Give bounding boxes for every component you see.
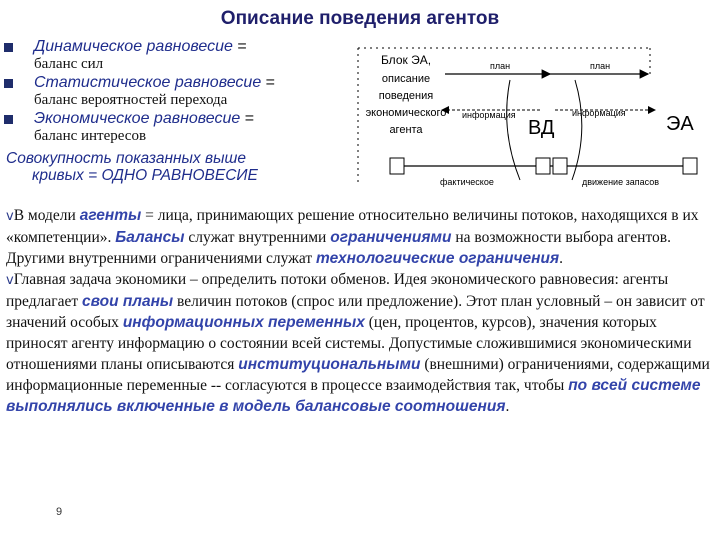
page-number: 9 xyxy=(56,506,63,518)
text-run: В модели xyxy=(13,207,80,224)
equals-sign: = xyxy=(261,74,276,91)
summary-line-1: Совокупность показанных выше xyxy=(6,150,246,167)
text-run: (цен, процентов, курсов), значения которых приносят агенту информацию о состоянии всей системы. Допустимые сложившимися экономическими отношениями планы описываются xyxy=(6,314,692,373)
text-run: = лица, принимающих решение относительно величины потоков, находящихся в их «компетенции». xyxy=(6,207,699,246)
highlight-term: свои планы xyxy=(82,293,174,310)
highlight-term: ограничениями xyxy=(330,229,452,246)
flow-node xyxy=(683,158,697,174)
text-run: (внешними) ограничениями, содержащими информационные переменные -- согласуются в процессе взаимодействия так, чтобы xyxy=(6,356,710,394)
checkmark-bullet-icon: v xyxy=(6,273,14,288)
definition-text: баланс сил xyxy=(34,56,104,72)
page-title: Описание поведения агентов xyxy=(220,8,500,29)
definition-term: Динамическое равновесие xyxy=(34,38,233,55)
plan-label: план xyxy=(590,61,611,71)
flow-node xyxy=(553,158,567,174)
definition-item xyxy=(4,74,349,109)
definition-item xyxy=(4,38,349,73)
block-label-line: агента xyxy=(389,124,423,136)
flow-node xyxy=(536,158,550,174)
definition-text: баланс вероятностей перехода xyxy=(34,92,228,108)
bullet-square-icon xyxy=(4,43,13,52)
bullet-square-icon xyxy=(4,79,13,88)
information-label: информация xyxy=(462,110,516,120)
highlight-term: по всей системе выполнялись включенные в модель балансовые соотношения xyxy=(6,377,701,415)
body-text xyxy=(6,205,716,417)
flow-node xyxy=(390,158,404,174)
definition-term: Экономическое равновесие xyxy=(34,110,241,127)
ea-label: ЭА xyxy=(666,113,694,135)
definition-item xyxy=(4,110,349,145)
text-run: служат внутренними xyxy=(184,229,331,246)
vd-label: ВД xyxy=(528,117,555,139)
summary-note xyxy=(6,150,346,184)
checkmark-bullet-icon: v xyxy=(6,209,14,224)
text-run: . xyxy=(559,250,563,267)
definition-term: Статистическое равновесие xyxy=(34,74,262,91)
actual-flow-label: фактическое xyxy=(440,177,494,187)
paragraph xyxy=(6,205,716,269)
block-label-line: поведения xyxy=(378,90,434,102)
definition-list xyxy=(4,38,349,146)
block-label-line: Блок ЭА, xyxy=(380,53,432,67)
block-label-line: экономического xyxy=(365,107,447,119)
paragraph xyxy=(6,269,716,417)
boundary-curve xyxy=(572,80,582,180)
summary-line-2: кривых = ОДНО РАВНОВЕСИЕ xyxy=(32,167,258,184)
equals-sign: = xyxy=(232,38,247,55)
text-run: величин потоков (спрос или предложение). Этот план условный – он зависит от значений особых xyxy=(6,293,705,331)
boundary-curve xyxy=(507,80,520,180)
stock-flow-label: движение запасов xyxy=(582,177,659,187)
equals-sign: = xyxy=(240,110,255,127)
text-run: . xyxy=(505,398,510,415)
plan-label: план xyxy=(490,61,511,71)
block-label-line: описание xyxy=(381,73,431,85)
highlight-term: институциональными xyxy=(238,356,421,373)
definition-text: баланс интересов xyxy=(34,128,147,144)
highlight-term: Балансы xyxy=(115,229,185,246)
text-run: на возможности выбора агентов. Другими внутренними ограничениями служат xyxy=(6,229,671,267)
agent-diagram xyxy=(350,40,720,200)
highlight-term: технологические ограничения xyxy=(316,250,560,267)
text-run: Главная задача экономики – определить потоки обменов. Идея экономического равновесия: агенты предлагает xyxy=(6,271,669,310)
information-label: информация xyxy=(572,108,626,118)
highlight-term: информационных переменных xyxy=(122,314,365,331)
highlight-term: агенты xyxy=(79,207,142,224)
bullet-square-icon xyxy=(4,115,13,124)
